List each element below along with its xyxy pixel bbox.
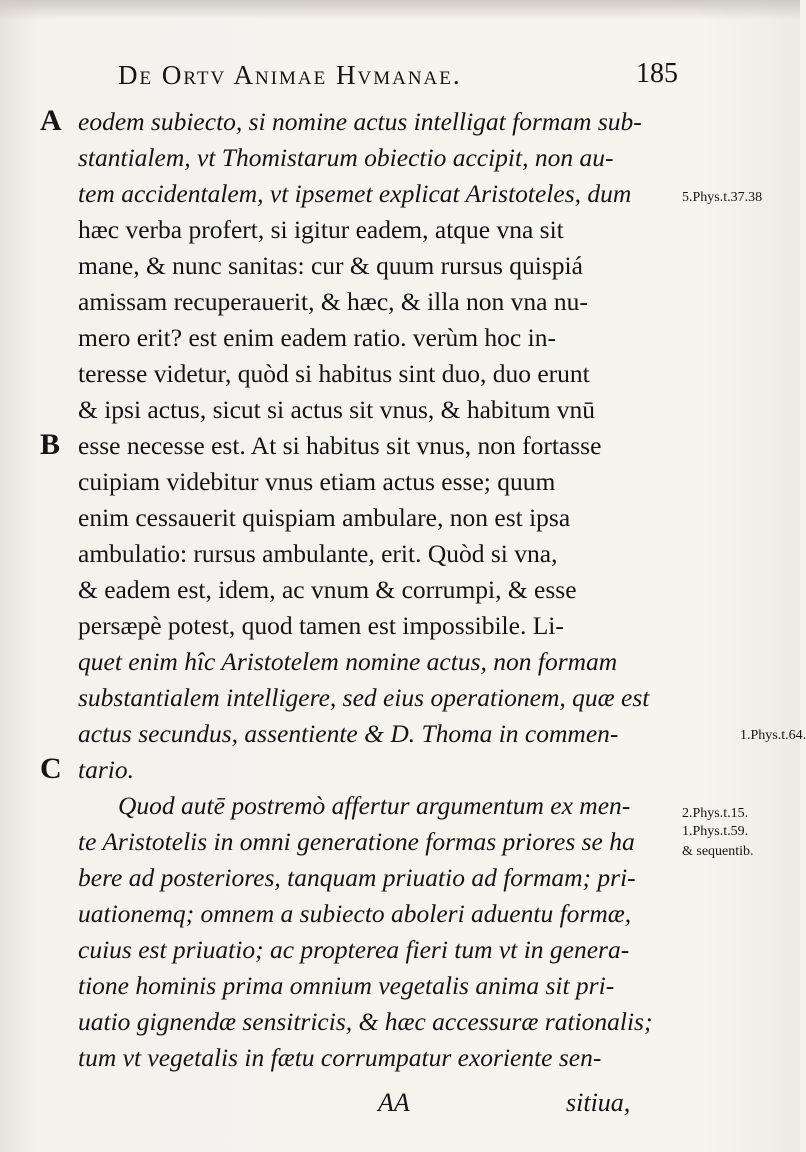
page-number: 185 bbox=[636, 58, 678, 89]
text-line: cuius est priuatio; ac propterea fieri tum vt in genera- bbox=[78, 935, 630, 964]
text-line: eodem subiecto, si nomine actus intelligat formam sub- bbox=[78, 107, 642, 136]
text-line: tum vt vegetalis in fætu corrumpatur exoriente sen- bbox=[78, 1043, 602, 1072]
page-shadow bbox=[0, 0, 800, 20]
text-line: Quod autē postremò affertur argumentum ex men- bbox=[118, 791, 631, 820]
signature-mark: AA bbox=[378, 1088, 410, 1117]
text-line: bere ad posteriores, tanquam priuatio ad formam; pri- bbox=[78, 863, 636, 892]
text-line: persæpè potest, quod tamen est impossibile. Li- bbox=[78, 611, 564, 640]
margin-note-physics-ref: 1.Phys.t.59. bbox=[682, 824, 749, 839]
text-line: tem accidentalem, vt ipsemet explicat Aristoteles, dum bbox=[78, 179, 632, 208]
text-line: & eadem est, idem, ac vnum & corrumpi, & esse bbox=[78, 575, 577, 604]
page-header bbox=[118, 58, 678, 98]
text-line: uationemq; omnem a subiecto aboleri aduentu formæ, bbox=[78, 899, 632, 928]
margin-note-physics-ref: 2.Phys.t.15. bbox=[682, 806, 749, 821]
text-line: tione hominis prima omnium vegetalis anima sit pri- bbox=[78, 971, 615, 1000]
text-line: enim cessauerit quispiam ambulare, non est ipsa bbox=[78, 503, 571, 532]
text-line: substantialem intelligere, sed eius operationem, quæ est bbox=[78, 683, 650, 712]
text-line: & ipsi actus, sicut si actus sit vnus, & habitum vnū bbox=[78, 395, 596, 424]
text-line: mane, & nunc sanitas: cur & quum rursus quispiá bbox=[78, 251, 583, 280]
margin-note-physics-ref: 5.Phys.t.37.38 bbox=[682, 190, 763, 205]
text-line: actus secundus, assentiente & D. Thoma in commen- bbox=[78, 719, 619, 748]
section-marker-a: A bbox=[40, 104, 62, 137]
text-line: quet enim hîc Aristotelem nomine actus, non formam bbox=[78, 647, 618, 676]
text-line: teresse videtur, quòd si habitus sint duo, duo erunt bbox=[78, 359, 590, 388]
section-marker-c: C bbox=[40, 752, 62, 785]
section-marker-b: B bbox=[40, 428, 61, 461]
running-title: De Ortv Animae Hvmanae. bbox=[118, 60, 462, 90]
text-line: stantialem, vt Thomistarum obiectio accipit, non au- bbox=[78, 143, 614, 172]
text-line: esse necesse est. At si habitus sit vnus, non fortasse bbox=[78, 431, 602, 460]
margin-note-physics-ref: 1.Phys.t.64. bbox=[740, 728, 806, 743]
text-line: cuipiam videbitur vnus etiam actus esse; quum bbox=[78, 467, 556, 496]
text-line: ambulatio: rursus ambulante, erit. Quòd si vna, bbox=[78, 539, 558, 568]
catchword: sitiua, bbox=[566, 1088, 631, 1117]
text-line: te Aristotelis in omni generatione formas priores se ha bbox=[78, 827, 635, 856]
text-line: hæc verba profert, si igitur eadem, atque vna sit bbox=[78, 215, 564, 244]
text-line: amissam recuperauerit, & hæc, & illa non vna nu- bbox=[78, 287, 588, 316]
text-line: tario. bbox=[78, 755, 134, 784]
text-line: uatio gignendæ sensitricis, & hæc accessuræ rationalis; bbox=[78, 1007, 653, 1036]
margin-note-physics-ref: & sequentib. bbox=[682, 844, 754, 859]
text-line: mero erit? est enim eadem ratio. verùm hoc in- bbox=[78, 323, 556, 352]
